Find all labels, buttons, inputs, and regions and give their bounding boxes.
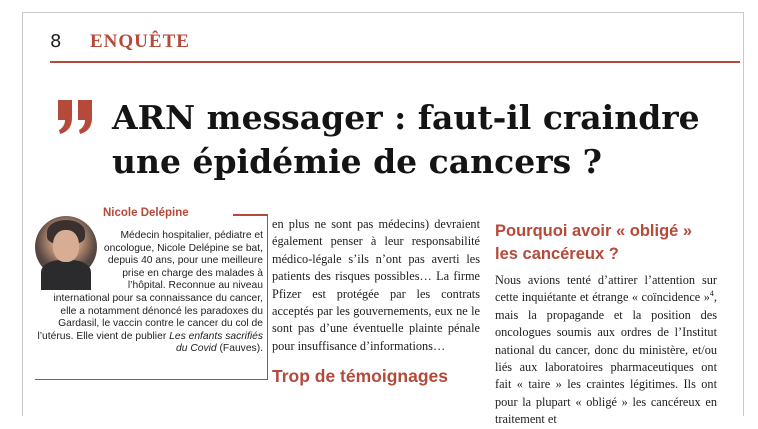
section-title: ENQUÊTE bbox=[90, 31, 190, 52]
right-column-heading: Pourquoi avoir « obligé » les cancéreux ? bbox=[495, 222, 693, 263]
middle-column-subhead: Trop de témoignages bbox=[272, 366, 448, 386]
headline-line-1: ARN messager : faut-il craindre bbox=[112, 98, 700, 137]
author-bio-end: (Fauves). bbox=[216, 343, 263, 355]
author-box bbox=[35, 207, 268, 380]
page-number: 8 bbox=[50, 31, 62, 52]
author-book-title: Les enfants sacrifiés du Covid bbox=[169, 330, 263, 355]
page-header bbox=[50, 31, 740, 57]
author-bio bbox=[35, 230, 263, 356]
quote-mark-icon bbox=[56, 96, 98, 136]
header-rule bbox=[50, 61, 740, 63]
footnote-marker: 4 bbox=[709, 289, 714, 299]
headline-line-2: une épidémie de cancers ? bbox=[112, 142, 602, 181]
right-column-text bbox=[495, 272, 717, 429]
author-bio-text: Médecin hospitalier, pédiatre et oncologue, Nicole Delépine se bat, depuis 40 ans, pour une meilleure prise en charge des malades à l’hôpital. Reconnue au niveau international pour sa connaissance du cancer, elle a notamment dénoncé les paradoxes du Gardasil, le vaccin contre le cancer du col de l’utérus. Elle vient de publier bbox=[37, 230, 263, 342]
author-name: Nicole Delépine bbox=[97, 207, 195, 219]
right-text-part-1: Nous avions tenté d’attirer l’attention sur cette inquiétante et étrange « coïncidence » bbox=[495, 273, 717, 305]
author-box-top-rule bbox=[233, 214, 268, 216]
right-text-part-2: , mais la propagande et la position des oncologues soumis aux ordres de l’Institut national du cancer, donc du ministère, et/ou liés aux laboratoires pharmaceutiques ont fait « taire » les craintes légitimes. Ils ont pour la plupart « obligé » les cancéreux en traitement et bbox=[495, 290, 717, 427]
article-headline bbox=[112, 96, 732, 184]
middle-column-text: en plus ne sont pas médecins) devraient également penser à leur responsabilité médico-légale s’ils n’ont pas averti les patients des risques possibles… La firme Pfizer est protégée par les contrats acceptés par les gouvernements, eux ne le sont pas d’une éventuelle plainte pénale pour insuffisance d’informations… bbox=[272, 217, 480, 353]
